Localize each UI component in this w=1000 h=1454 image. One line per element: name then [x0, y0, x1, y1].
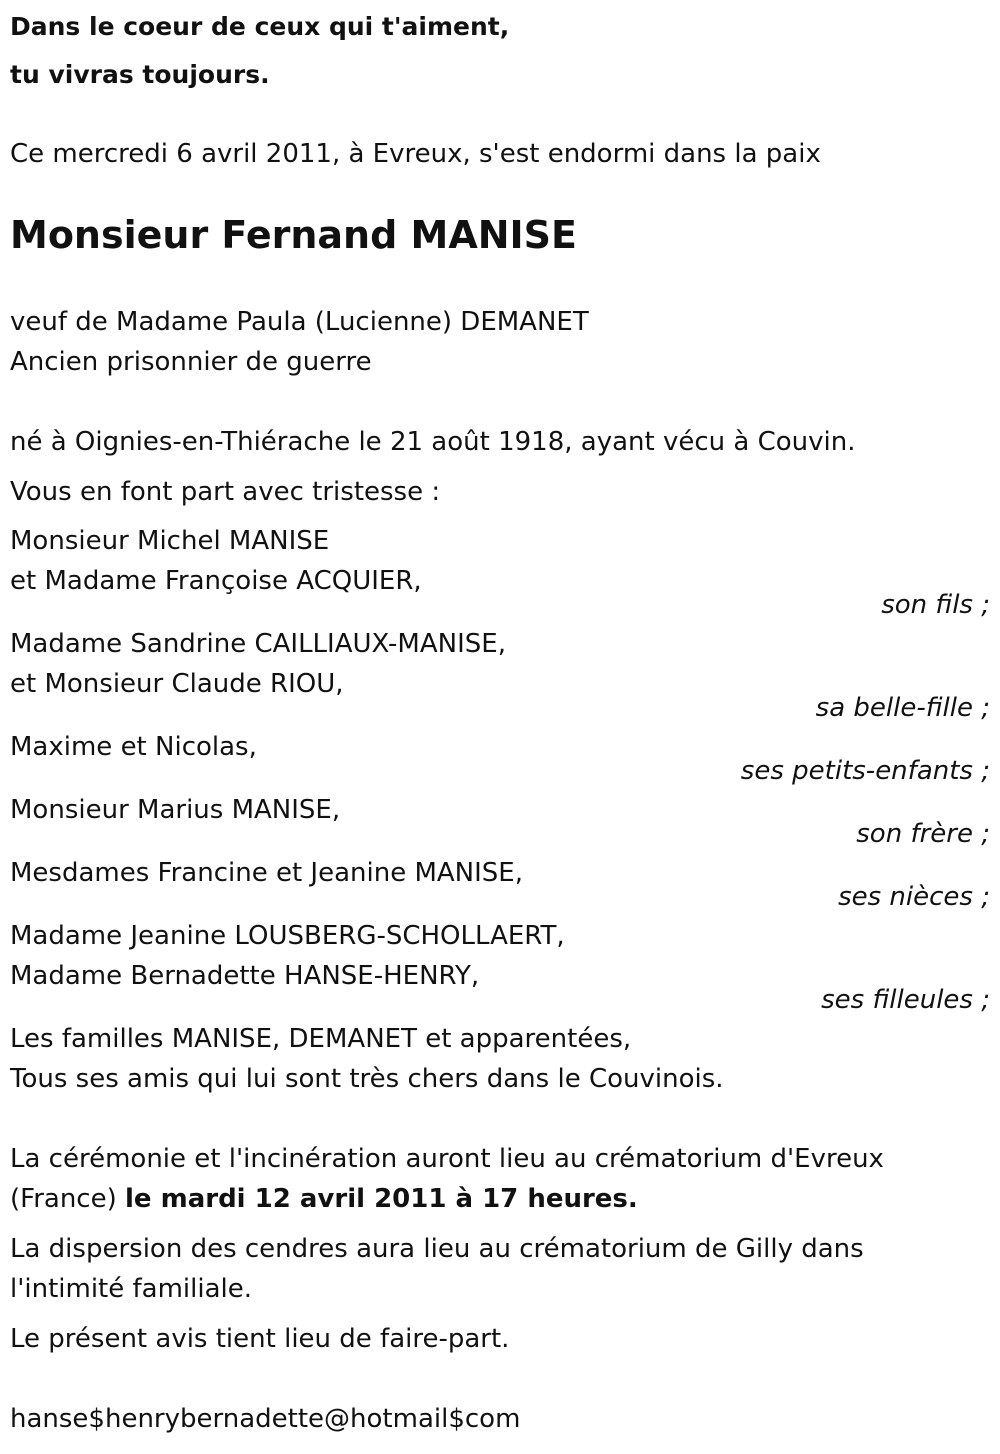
ceremony-line-2	[10, 1179, 990, 1219]
family-relation: sa belle-fille ;	[815, 693, 990, 723]
title-line: Ancien prisonnier de guerre	[10, 347, 372, 377]
dispersion-line-1: La dispersion des cendres aura lieu au crématorium de Gilly dans	[10, 1234, 864, 1264]
epigraph-line-1: Dans le coeur de ceux qui t'aiment,	[10, 12, 510, 41]
family-relation: ses nièces ;	[838, 882, 990, 912]
birth-line: né à Oignies-en-Thiérache le 21 août 1918, ayant vécu à Couvin.	[10, 427, 856, 457]
intro-line: Vous en font part avec tristesse :	[10, 477, 441, 507]
family-name: Madame Bernadette HANSE-HENRY,	[10, 961, 480, 991]
family-relation: son fils ;	[881, 590, 990, 620]
family-relation: son frère ;	[856, 819, 990, 849]
family-name: Monsieur Marius MANISE,	[10, 795, 341, 825]
dispersion-line-2: l'intimité familiale.	[10, 1274, 252, 1304]
family-name: Monsieur Michel MANISE	[10, 526, 330, 556]
family-relation: ses petits-enfants ;	[740, 756, 990, 786]
others-line-2: Tous ses amis qui lui sont très chers dans le Couvinois.	[10, 1064, 724, 1094]
family-name: Mesdames Francine et Jeanine MANISE,	[10, 858, 523, 888]
family-name: et Monsieur Claude RIOU,	[10, 669, 344, 699]
announcement: Ce mercredi 6 avril 2011, à Evreux, s'est endormi dans la paix	[10, 139, 821, 169]
contact-line: hanse$henrybernadette@hotmail$com	[10, 1404, 521, 1434]
family-name: Madame Jeanine LOUSBERG-SCHOLLAERT,	[10, 921, 565, 951]
family-relation: ses filleules ;	[821, 985, 990, 1015]
ceremony-date: le mardi 12 avril 2011 à 17 heures.	[125, 1184, 638, 1214]
epigraph-line-2: tu vivras toujours.	[10, 60, 270, 89]
widow-line: veuf de Madame Paula (Lucienne) DEMANET	[10, 307, 589, 337]
notice-line: Le présent avis tient lieu de faire-part.	[10, 1324, 510, 1354]
others-line-1: Les familles MANISE, DEMANET et apparentées,	[10, 1024, 632, 1054]
family-name: et Madame Françoise ACQUIER,	[10, 566, 422, 596]
ceremony-place: (France)	[10, 1184, 126, 1214]
family-name: Maxime et Nicolas,	[10, 732, 257, 762]
ceremony-line-1: La cérémonie et l'incinération auront lieu au crématorium d'Evreux	[10, 1144, 884, 1174]
family-name: Madame Sandrine CAILLIAUX-MANISE,	[10, 629, 506, 659]
deceased-name: Monsieur Fernand MANISE	[10, 213, 578, 257]
